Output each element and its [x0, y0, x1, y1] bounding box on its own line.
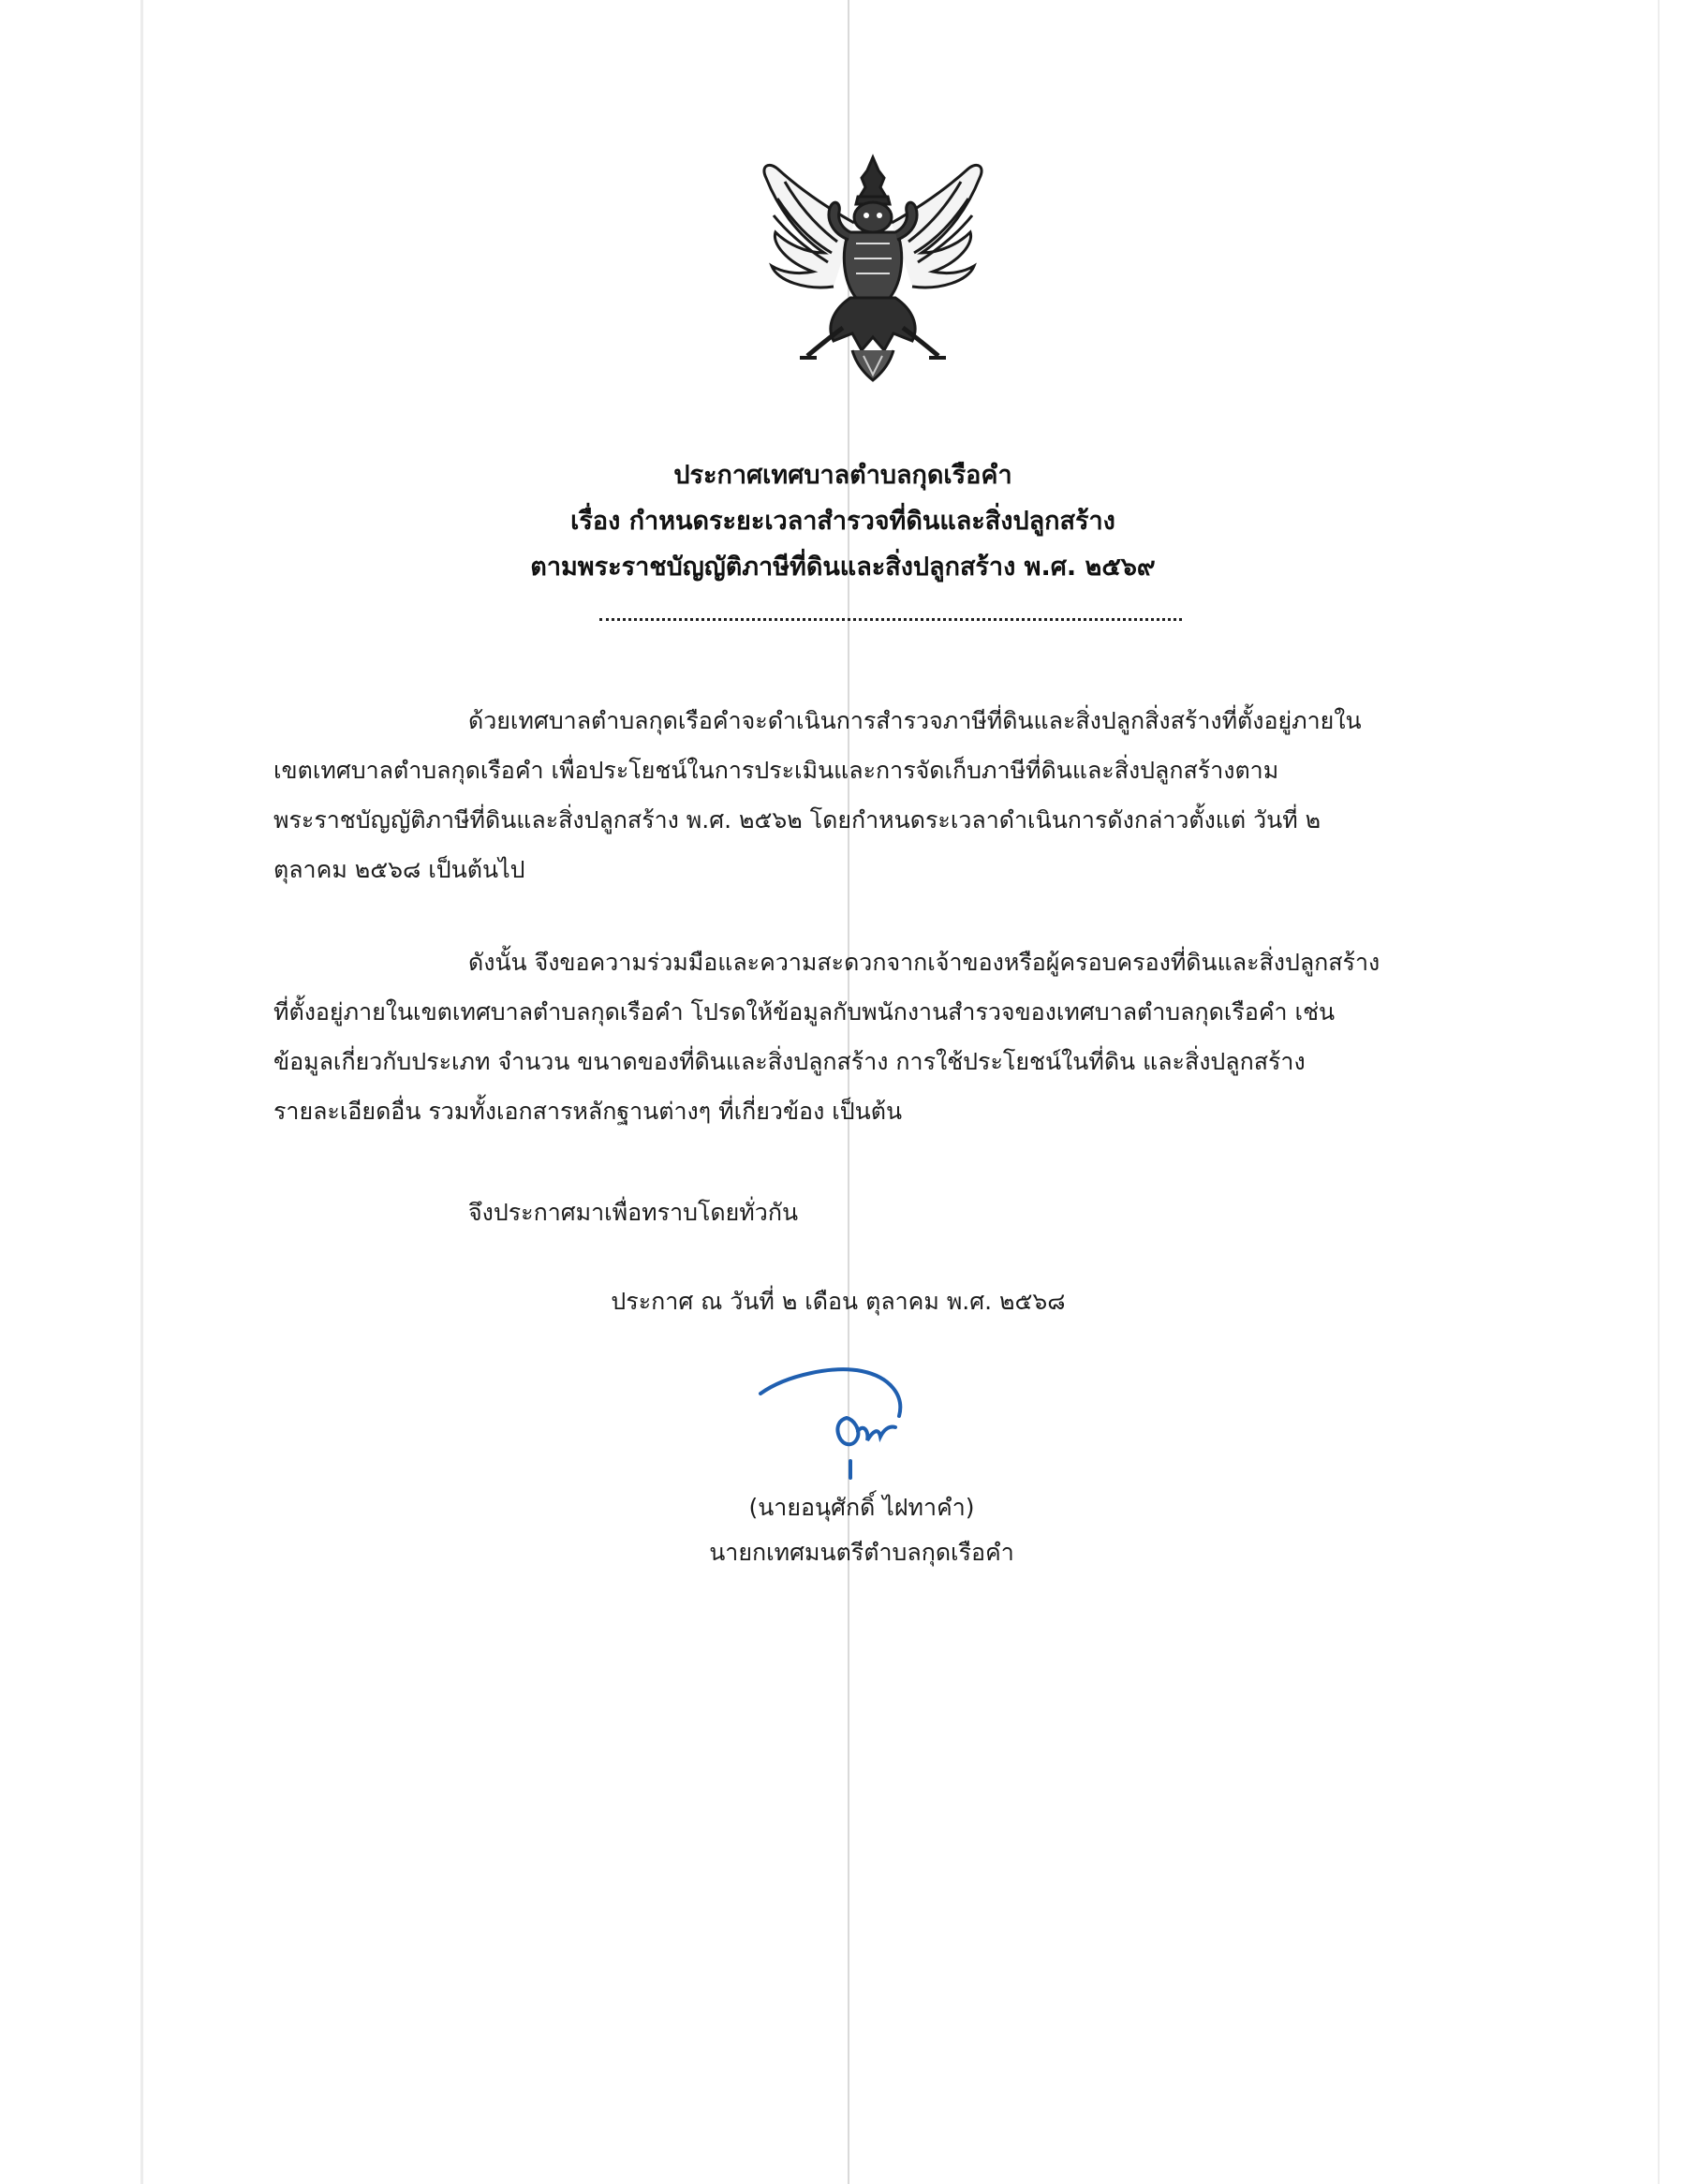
announcement-subject: เรื่อง กำหนดระยะเวลาสำรวจที่ดินและสิ่งปลูกสร้าง [570, 507, 1115, 536]
paragraph-2-line: ข้อมูลเกี่ยวกับประเภท จำนวน ขนาดของที่ดินและสิ่งปลูกสร้าง การใช้ประโยชน์ในที่ดิน และสิ่งปลูกสร้าง [273, 1048, 1306, 1075]
paragraph-1-line: ด้วยเทศบาลตำบลกุดเรือคำจะดำเนินการสำรวจภาษีที่ดินและสิ่งปลูกสิ่งสร้างที่ตั้งอยู่ภายใน [468, 707, 1362, 734]
announcement-law-reference: ตามพระราชบัญญัติภาษีที่ดินและสิ่งปลูกสร้าง พ.ศ. ๒๕๖๙ [530, 553, 1156, 582]
paragraph-1-line: ตุลาคม ๒๕๖๘ เป็นต้นไป [273, 856, 525, 883]
paragraph-2-line: รายละเอียดอื่น รวมทั้งเอกสารหลักฐานต่างๆ ที่เกี่ยวข้อง เป็นต้น [273, 1098, 903, 1125]
scan-fold-line [140, 0, 143, 2184]
paragraph-1-line: เขตเทศบาลตำบลกุดเรือคำ เพื่อประโยชน์ในการประเมินและการจัดเก็บภาษีที่ดินและสิ่งปลูกสร้างตาม [273, 757, 1279, 784]
scan-fold-line [1658, 0, 1660, 2184]
paragraph-2-line: ดังนั้น จึงขอความร่วมมือและความสะดวกจากเจ้าของหรือผู้ครอบครองที่ดินและสิ่งปลูกสร้าง [468, 949, 1380, 976]
announcement-date: ประกาศ ณ วันที่ ๒ เดือน ตุลาคม พ.ศ. ๒๕๖๘ [611, 1288, 1066, 1315]
signatory-position: นายกเทศมนตรีตำบลกุดเรือคำ [709, 1539, 1014, 1566]
paragraph-1-line: พระราชบัญญัติภาษีที่ดินและสิ่งปลูกสร้าง พ.ศ. ๒๕๖๒ โดยกำหนดระเวลาดำเนินการดังกล่าวตั้งแต่ วันที่ ๒ [273, 806, 1321, 834]
handwritten-signature-icon [749, 1358, 955, 1508]
dotted-divider [599, 618, 1182, 621]
signatory-name: (นายอนุศักดิ์ ไฝทาคำ) [748, 1494, 975, 1521]
paragraph-2-line: ที่ตั้งอยู่ภายในเขตเทศบาลตำบลกุดเรือคำ โปรดให้ข้อมูลกับพนักงานสำรวจของเทศบาลตำบลกุดเรือคำ เช่น [273, 998, 1336, 1026]
closing-statement: จึงประกาศมาเพื่อทราบโดยทั่วกัน [468, 1199, 799, 1226]
garuda-emblem-icon [740, 150, 1006, 384]
announcement-title: ประกาศเทศบาลตำบลกุดเรือคำ [673, 461, 1012, 490]
